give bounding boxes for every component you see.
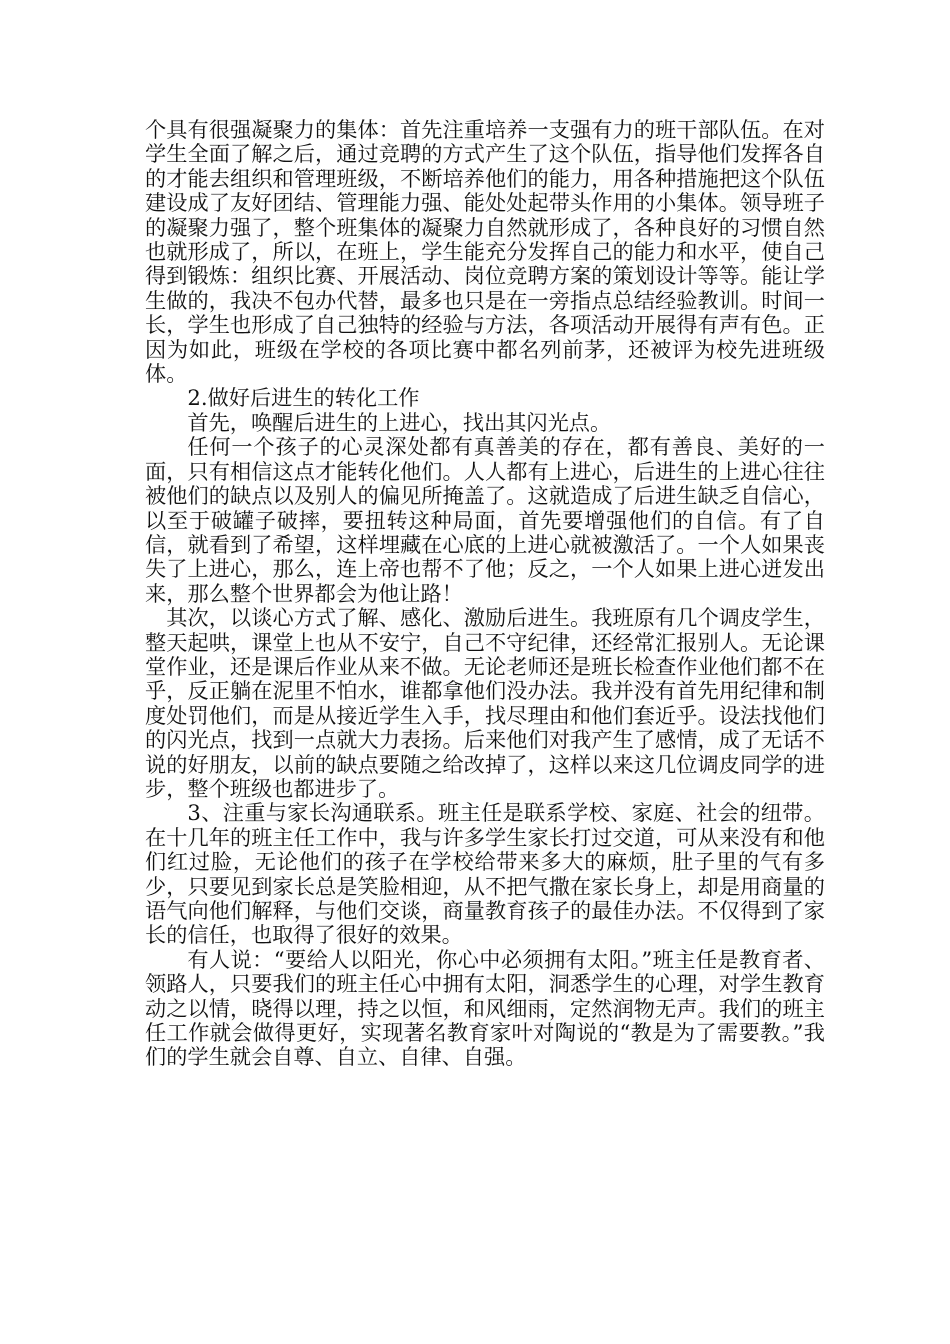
paragraph-every-child: 任何一个孩子的心灵深处都有真善美的存在，都有善良、美好的一面，只有相信这点才能转化他们。人人都有上进心，后进生的上进心往往被他们的缺点以及别人的偏见所掩盖了。这就造成了后进生缺乏自信心，以至于破罐子破摔，要扭转这种局面，首先要增强他们的自信。有了自信，就看到了希望，这样埋藏在心底的上进心就被激活了。一个人如果丧失了上进心，那么，连上帝也帮不了他；反之，一个人如果上进心迸发出来，那么整个世界都会为他让路！ — [145, 434, 825, 606]
paragraph-conclusion: 有人说：“要给人以阳光，你心中必须拥有太阳。”班主任是教育者、领路人，只要我们的班主任心中拥有太阳，洞悉学生的心理，对学生教育动之以情，晓得以理，持之以恒，和风细雨，定然润物无声。我们的班主任工作就会做得更好，实现著名教育家叶对陶说的“教是为了需要教。”我们的学生就会自尊、自立、自律、自强。 — [145, 946, 825, 1070]
paragraph-second-point: 其次，以谈心方式了解、感化、激励后进生。我班原有几个调皮学生，整天起哄，课堂上也从不安宁，自己不守纪律，还经常汇报别人。无论课堂作业，还是课后作业从来不做。无论老师还是班长检查作业他们都不在乎，反正躺在泥里不怕水，谁都拿他们没办法。我并没有首先用纪律和制度处罚他们，而是从接近学生入手，找尽理由和他们套近乎。设法找他们的闪光点，找到一点就大力表扬。后来他们对我产生了感情，成了无话不说的好朋友，以前的缺点要随之给改掉了，这样以来这几位调皮同学的进步，整个班级也都进步了。 — [145, 605, 825, 801]
paragraph-class-cohesion: 个具有很强凝聚力的集体：首先注重培养一支强有力的班干部队伍。在对学生全面了解之后，通过竞聘的方式产生了这个队伍，指导他们发挥各自的才能去组织和管理班级，不断培养他们的能力，用各种措施把这个队伍建设成了友好团结、管理能力强、能处处起带头作用的小集体。领导班子的凝聚力强了，整个班集体的凝聚力自然就形成了，各种良好的习惯自然也就形成了，所以，在班上，学生能充分发挥自己的能力和水平，使自己得到锻炼：组织比赛、开展活动、岗位竞聘方案的策划设计等等。能让学生做的，我决不包办代替，最多也只是在一旁指点总结经验教训。时间一长，学生也形成了自己独特的经验与方法，各项活动开展得有声有色。正因为如此，班级在学校的各项比赛中都名列前茅，还被评为校先进班级体。 — [145, 117, 825, 387]
paragraph-parent-communication: 3、注重与家长沟通联系。班主任是联系学校、家庭、社会的纽带。在十几年的班主任工作中，我与许多学生家长打过交道，可从来没有和他们红过脸，无论他们的孩子在学校给带来多大的麻烦，肚子里的气有多少，只要见到家长总是笑脸相迎，从不把气撒在家长身上，却是用商量的语气向他们解释，与他们交谈，商量教育孩子的最佳办法。不仅得到了家长的信任，也取得了很好的效果。 — [145, 800, 825, 948]
section-heading-underachievers: 2.做好后进生的转化工作 — [187, 385, 420, 411]
paragraph-first-point: 首先，唤醒后进生的上进心，找出其闪光点。 — [187, 409, 612, 435]
document-body — [145, 118, 825, 1070]
